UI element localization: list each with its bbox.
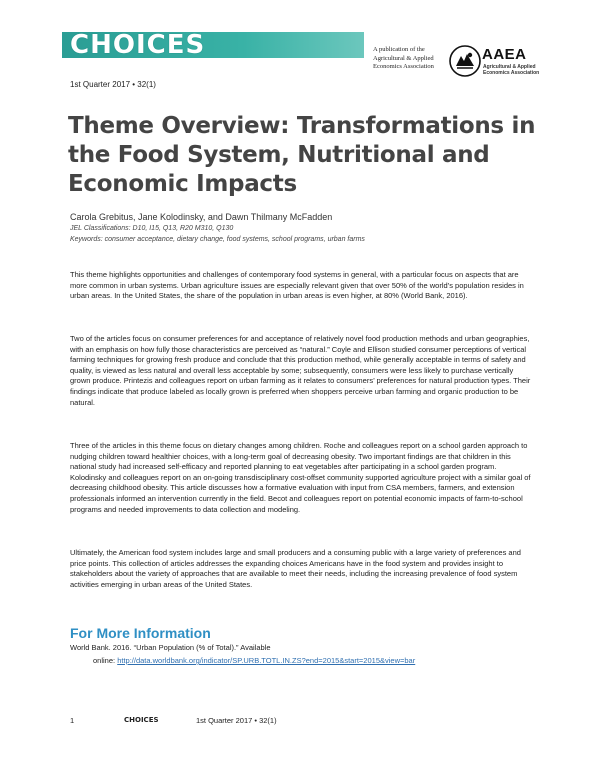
reference-link[interactable]: http://data.worldbank.org/indicator/SP.URB.TOTL.IN.ZS?end=2015&start=2015&view=bar xyxy=(117,656,416,665)
article-title: Theme Overview: Transformations in the Food System, Nutritional and Economic Impacts xyxy=(68,113,536,197)
section-heading-more-info: For More Information xyxy=(70,625,211,641)
journal-logo: CHOICES xyxy=(70,30,206,60)
footer-journal: CHOICES xyxy=(124,716,159,724)
online-label: online: xyxy=(93,656,116,665)
body-paragraph-3: Three of the articles in this theme focus on dietary changes among children. Roche and colleagues report on a school garden approach to nudging children toward healthier choices, with a long-term goal of decreasing obesity. Two important findings are that children in this national study had increased self-efficacy and reported planning to eat vegetables after participating in a school garden program. Kolodinsky and colleagues report on an on-going transdisciplinary cost-offset community supported agriculture project with a similar goal of decreasing childhood obesity. This article discusses how a formative evaluation with input from CSA members, farmers, and extension professionals informed an intervention currently in the field. Becot and colleagues report on potential economic impacts of farm-to-school programs and needed improvements to data collection and modeling. xyxy=(70,441,531,514)
jel-classifications: JEL Classifications: D10, I15, Q13, R20 M310, Q130 xyxy=(70,225,234,232)
footer-issue: 1st Quarter 2017 • 32(1) xyxy=(196,716,277,725)
authors: Carola Grebitus, Jane Kolodinsky, and Dawn Thilmany McFadden xyxy=(70,212,333,222)
aaea-emblem-icon xyxy=(448,44,482,78)
publication-note: A publication of the Agricultural & Applied Economics Association xyxy=(373,46,434,70)
issue-line: 1st Quarter 2017 • 32(1) xyxy=(70,80,156,89)
keywords: Keywords: consumer acceptance, dietary change, food systems, school programs, urban farms xyxy=(70,236,365,243)
body-paragraph-2: Two of the articles focus on consumer preferences for and acceptance of relatively novel food production methods and urban geographies, with an emphasis on how fully those characteristics are perceived as “natural.” Coyle and Ellison studied consumer perceptions of vertical farming techniques for growing fresh produce and conclude that this production method, while generally acceptable in terms of safety and quality, is viewed as less natural and overall less acceptable by some; subsequently, consumers were less likely to purchase vertically grown produce. Printezis and colleagues report on urban farming as it relates to consumers’ preferences for natural production types. Their findings indicate that produce labeled as locally grown is preferred when shoppers perceive urban farming and organic production to be natural. xyxy=(70,334,531,407)
body-paragraph-4: Ultimately, the American food system includes large and small producers and a consuming public with a large variety of preferences and price points. This collection of articles addresses the expanding choices Americans have in the food system and provides insight to stakeholders about the variety of approaches that are available to meet their needs, including the increasing prevalence of food system activities emerging in urban areas of the United States. xyxy=(70,548,521,589)
reference-online xyxy=(93,656,415,665)
aaea-subtext: Agricultural & Applied Economics Association xyxy=(483,64,540,76)
aaea-wordmark: AAEA xyxy=(482,46,527,63)
reference-entry: World Bank. 2016. “Urban Population (% of Total).” Available xyxy=(70,643,271,652)
body-paragraph-1: This theme highlights opportunities and challenges of contemporary food systems in general, with a particular focus on aspects that are more common in urban systems. Urban agriculture issues are especially relevant given that over 50% of the world’s population resides in urban areas. In the United States, the share of the population in urban areas is even higher, at 80% (World Bank, 2016). xyxy=(70,270,524,301)
aaea-logo xyxy=(448,44,548,78)
footer-page-number: 1 xyxy=(70,716,75,725)
